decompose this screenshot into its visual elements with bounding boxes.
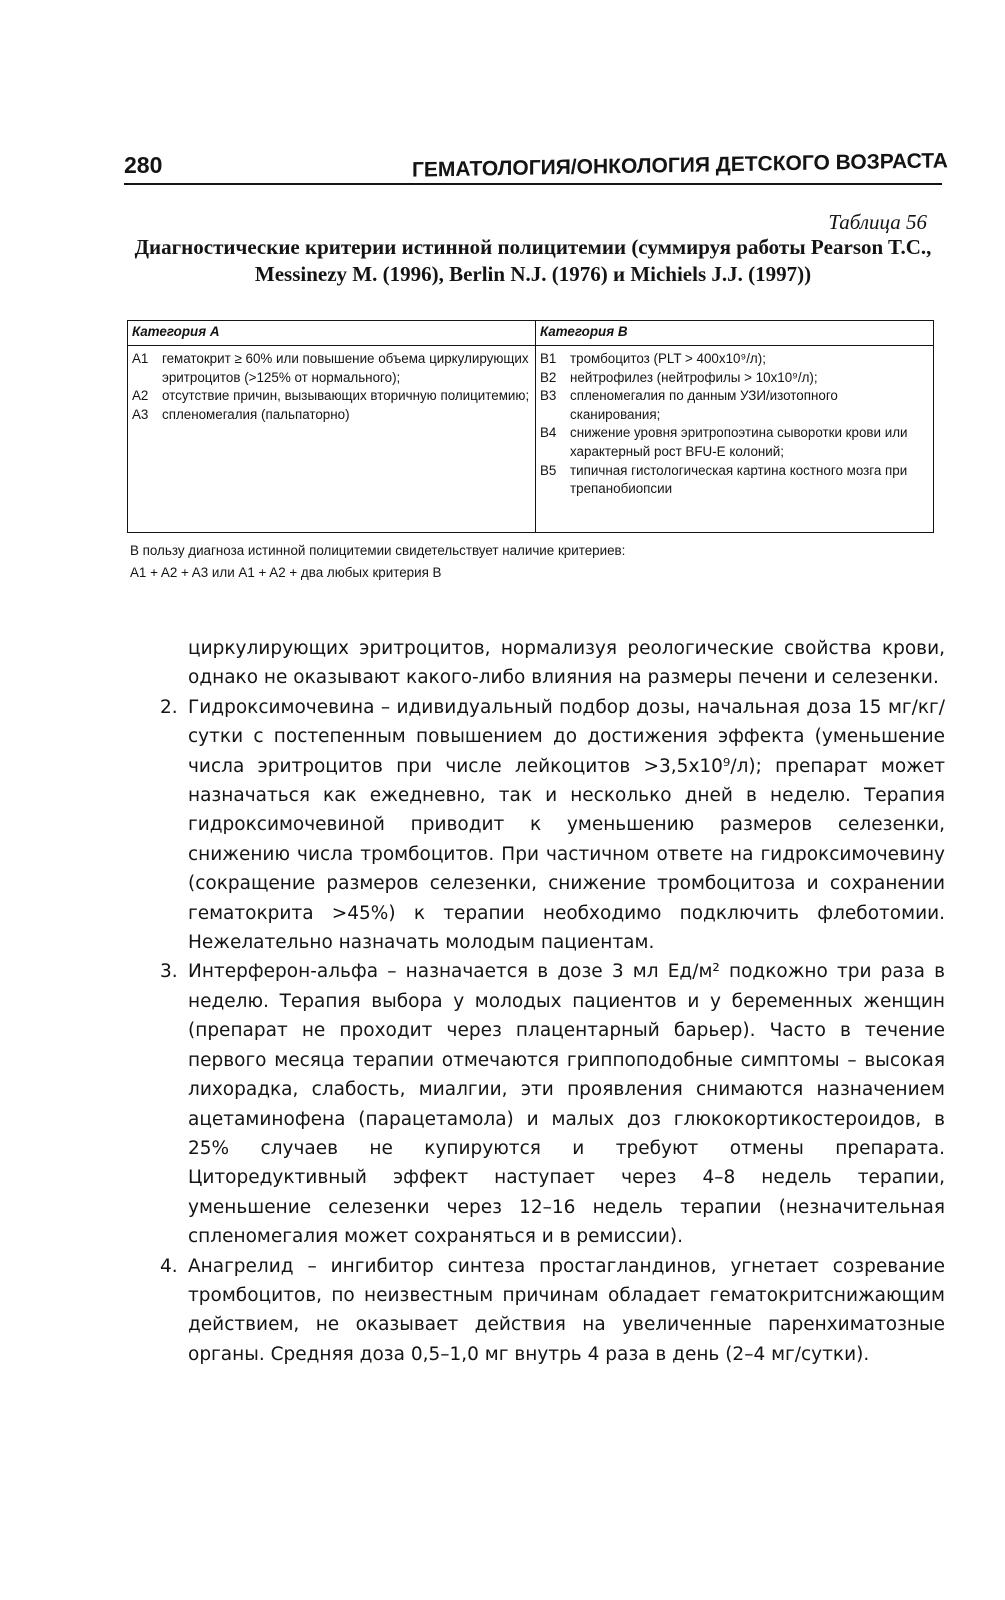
body-text: [160, 634, 945, 1369]
criterion-text: гематокрит ≥ 60% или повышение объема циркулирующих эритроцитов (>125% от нормального);: [162, 351, 529, 385]
criterion-text: тромбоцитоз (PLT > 400x10⁹/л);: [570, 351, 766, 366]
criteria-table: [127, 320, 934, 533]
criterion-text: спленомегалия (пальпаторно): [162, 406, 350, 422]
table-note-line: A1 + A2 + A3 или A1 + A2 + два любых критерия B: [130, 565, 442, 580]
criterion-text: типичная гистологическая картина костного мозга при трепанобиопсии: [570, 462, 908, 497]
criterion-code: B3: [540, 388, 557, 404]
page-number: 280: [124, 152, 163, 178]
criterion-a2: [132, 387, 531, 406]
continuation-paragraph: циркулирующих эритроцитов, нормализуя реологические свойства крови, однако не оказывают какого-либо влияния на размеры печени и селезенки.: [188, 638, 945, 689]
criterion-b5: [540, 462, 929, 499]
list-item-text: Интерферон-альфа – назначается в дозе 3 мл Ед/м² подкожно три раза в неделю. Терапия выбора у молодых пациентов и у беременных женщин (препарат не проходит через плацентарный барьер). Часто в течение первого месяца терапии отмечаются гриппоподобные симптомы – высокая лихорадка, слабость, миалгии, эти проявления снимаются назначением ацетаминофена (парацетамола) и малых доз глюкокортикостероидов, в 25% случаев не купируются и требуют отмены препарата. Циторедуктивный эффект наступает через 4–8 недель терапии, уменьшение селезенки через 12–16 недель терапии (незначительная спленомегалия может сохраняться и в ремиссии).: [188, 961, 945, 1248]
running-head: ГЕМАТОЛОГИЯ/ОНКОЛОГИЯ ДЕТСКОГО ВОЗРАСТА: [412, 149, 948, 182]
header-rule: [124, 183, 942, 185]
list-item-number: 2.: [160, 696, 178, 718]
numbered-list: [160, 693, 945, 1369]
criterion-code: A3: [132, 406, 149, 422]
criterion-code: B2: [540, 369, 557, 385]
criterion-code: B1: [540, 351, 557, 366]
criterion-b4: [540, 424, 929, 461]
list-item: [160, 693, 945, 958]
criterion-b2: [540, 369, 929, 388]
criterion-text: нейтрофилез (нейтрофилы > 10x10⁹/л);: [570, 369, 818, 385]
list-item: [160, 1252, 945, 1370]
criterion-text: отсутствие причин, вызывающих вторичную полицитемию;: [162, 388, 530, 404]
table-title: Диагностические критерии истинной полицитемии (суммируя работы Pearson T.C., Messinezy M. (1996), Berlin N.J. (1976) и Michiels J.J. (1997)): [134, 235, 932, 286]
page-header: [124, 150, 948, 190]
table-header-row: [128, 321, 934, 346]
criterion-a3: [132, 406, 531, 425]
criterion-code: A2: [132, 388, 149, 404]
list-item: [160, 957, 945, 1251]
criterion-a1: [132, 350, 531, 387]
list-item-number: 4.: [160, 1255, 178, 1277]
table-label: Таблица 56: [828, 210, 927, 234]
column-header-category-b: Категория В: [536, 321, 934, 346]
table-row: [128, 346, 934, 533]
criterion-code: B4: [540, 425, 557, 441]
category-a-cell: [128, 346, 536, 533]
category-b-cell: [536, 346, 934, 533]
list-item-text: Гидроксимочевина – идивидуальный подбор дозы, начальная доза 15 мг/кг/сутки с постепенным повышением до достижения эффекта (уменьшение числа эритроцитов при числе лейкоцитов >3,5х10⁹/л); препарат может назначаться как ежедневно, так и несколько дней в неделю. Терапия гидроксимочевиной приводит к уменьшению размеров селезенки, снижению числа тромбоцитов. При частичном ответе на гидроксимочевину (сокращение размеров селезенки, снижение тромбоцитоза и сохранении гематокрита >45%) к терапии необходимо подключить флеботомии. Нежелательно назначать молодым пациентам.: [188, 696, 945, 954]
table-note: [130, 540, 930, 584]
list-item-number: 3.: [160, 961, 178, 983]
criterion-b3: [540, 387, 929, 424]
criterion-code: A1: [132, 351, 149, 366]
criterion-code: B5: [540, 462, 557, 478]
list-item-text: Анагрелид – ингибитор синтеза простагландинов, угнетает созревание тромбоцитов, по неизвестным причинам обладает гематокритснижающим действием, не оказывает действия на увеличенные паренхиматозные органы. Средняя доза 0,5–1,0 мг внутрь 4 раза в день (2–4 мг/сутки).: [188, 1255, 945, 1365]
criterion-text: снижение уровня эритропоэтина сыворотки крови или характерный рост BFU-E колоний;: [570, 425, 908, 459]
criterion-text: спленомегалия по данным УЗИ/изотопного сканирования;: [570, 388, 838, 422]
table-note-line: В пользу диагноза истинной полицитемии свидетельствует наличие критериев:: [130, 543, 626, 558]
column-header-category-a: Категория А: [128, 321, 536, 346]
criterion-b1: [540, 350, 929, 369]
